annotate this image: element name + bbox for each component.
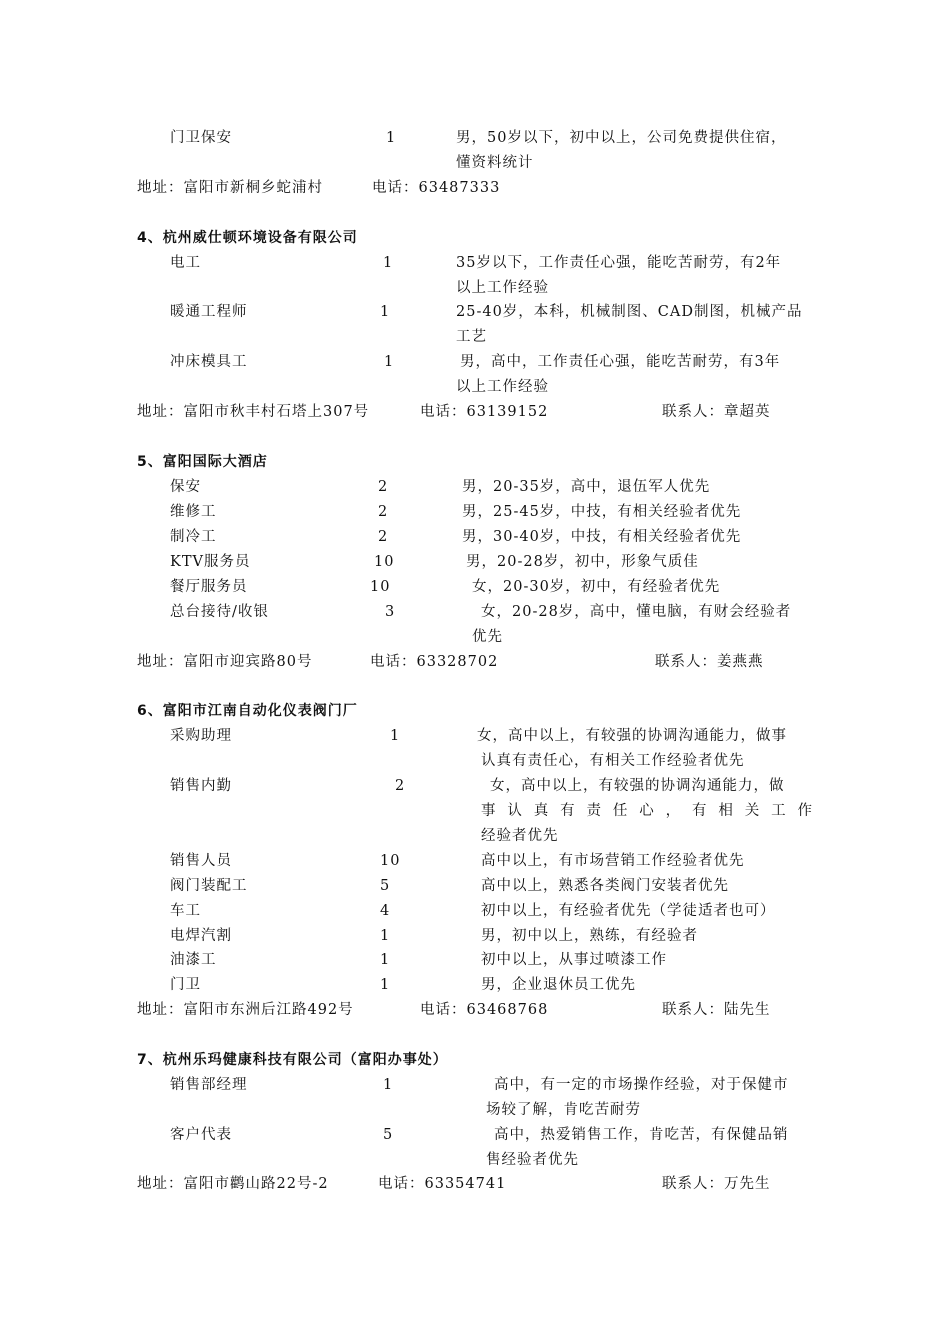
job-count: 1 bbox=[380, 304, 391, 320]
job-requirement: 男，企业退休员工优先 bbox=[481, 977, 636, 993]
company-address: 地址：富阳市鹳山路22号-2 bbox=[137, 1176, 329, 1192]
job-title: 制冷工 bbox=[170, 529, 217, 545]
job-count: 2 bbox=[378, 504, 389, 520]
job-count: 2 bbox=[395, 778, 406, 794]
job-requirement-cont: 售经验者优先 bbox=[486, 1152, 579, 1168]
job-requirement: 女，高中以上，有较强的协调沟通能力，做事 bbox=[477, 728, 787, 744]
job-title: 门卫保安 bbox=[170, 130, 232, 146]
job-count: 2 bbox=[378, 479, 389, 495]
job-title: 销售内勤 bbox=[170, 778, 232, 794]
job-requirement-cont: 经验者优先 bbox=[481, 828, 559, 844]
job-requirement-cont: 优先 bbox=[472, 629, 503, 645]
company-heading: 6、富阳市江南自动化仪表阀门厂 bbox=[137, 703, 358, 719]
job-count: 2 bbox=[378, 529, 389, 545]
job-requirement-cont: 认真有责任心，有相关工作经验者优先 bbox=[481, 753, 745, 769]
job-title: 暖通工程师 bbox=[170, 304, 248, 320]
job-count: 1 bbox=[386, 130, 397, 146]
job-title: 门卫 bbox=[170, 977, 201, 993]
job-requirement-cont: 工艺 bbox=[456, 329, 487, 345]
job-requirement: 高中，热爱销售工作，肯吃苦，有保健品销 bbox=[494, 1127, 789, 1143]
company-phone: 电话：63354741 bbox=[378, 1176, 507, 1192]
job-requirement-cont: 场较了解，肯吃苦耐劳 bbox=[486, 1102, 641, 1118]
job-title: 客户代表 bbox=[170, 1127, 232, 1143]
job-requirement: 男，25-45岁，中技，有相关经验者优先 bbox=[462, 504, 742, 520]
company-contact: 联系人：姜燕燕 bbox=[655, 654, 764, 670]
job-requirement: 初中以上，从事过喷漆工作 bbox=[481, 952, 667, 968]
job-title: KTV服务员 bbox=[170, 554, 251, 570]
job-title: 餐厅服务员 bbox=[170, 579, 248, 595]
job-requirement: 男，20-35岁，高中，退伍军人优先 bbox=[462, 479, 711, 495]
job-requirement: 男，50岁以下，初中以上，公司免费提供住宿， bbox=[456, 130, 787, 146]
company-contact: 联系人：章超英 bbox=[662, 404, 771, 420]
job-requirement: 高中，有一定的市场操作经验，对于保健市 bbox=[494, 1077, 789, 1093]
job-requirement-cont: 懂资料统计 bbox=[456, 155, 534, 171]
job-count: 4 bbox=[380, 903, 391, 919]
job-title: 电工 bbox=[170, 255, 201, 271]
job-requirement: 男，20-28岁，初中，形象气质佳 bbox=[466, 554, 699, 570]
job-title: 采购助理 bbox=[170, 728, 232, 744]
job-count: 1 bbox=[380, 928, 391, 944]
company-heading: 5、富阳国际大酒店 bbox=[137, 454, 268, 470]
job-title: 车工 bbox=[170, 903, 201, 919]
company-address: 地址：富阳市新桐乡蛇浦村 bbox=[137, 180, 323, 196]
job-requirement: 女，20-28岁，高中，懂电脑，有财会经验者 bbox=[481, 604, 792, 620]
job-title: 阀门装配工 bbox=[170, 878, 248, 894]
company-address: 地址：富阳市迎宾路80号 bbox=[137, 654, 313, 670]
job-title: 销售人员 bbox=[170, 853, 232, 869]
job-title: 维修工 bbox=[170, 504, 217, 520]
job-title: 油漆工 bbox=[170, 952, 217, 968]
job-count: 1 bbox=[380, 952, 391, 968]
company-phone: 电话：63468768 bbox=[420, 1002, 549, 1018]
job-count: 1 bbox=[383, 255, 394, 271]
job-count: 10 bbox=[380, 853, 401, 869]
company-address: 地址：富阳市秋丰村石塔上307号 bbox=[137, 404, 370, 420]
job-count: 1 bbox=[380, 977, 391, 993]
job-count: 3 bbox=[385, 604, 396, 620]
company-phone: 电话：63328702 bbox=[370, 654, 499, 670]
job-requirement: 高中以上，有市场营销工作经验者优先 bbox=[481, 853, 745, 869]
company-phone: 电话：63139152 bbox=[420, 404, 549, 420]
job-count: 1 bbox=[384, 354, 395, 370]
job-title: 冲床模具工 bbox=[170, 354, 248, 370]
job-count: 10 bbox=[374, 554, 395, 570]
company-address: 地址：富阳市东洲后江路492号 bbox=[137, 1002, 354, 1018]
company-contact: 联系人：万先生 bbox=[662, 1176, 771, 1192]
job-title: 销售部经理 bbox=[170, 1077, 248, 1093]
job-count: 1 bbox=[390, 728, 401, 744]
job-count: 1 bbox=[383, 1077, 394, 1093]
job-requirement-cont: 以上工作经验 bbox=[456, 379, 549, 395]
job-requirement: 25-40岁，本科，机械制图、CAD制图，机械产品 bbox=[456, 304, 803, 320]
job-count: 5 bbox=[380, 878, 391, 894]
job-requirement: 女，20-30岁，初中，有经验者优先 bbox=[472, 579, 721, 595]
job-requirement: 35岁以下，工作责任心强，能吃苦耐劳，有2年 bbox=[456, 255, 782, 271]
job-requirement: 男，30-40岁，中技，有相关经验者优先 bbox=[462, 529, 742, 545]
job-count: 5 bbox=[383, 1127, 394, 1143]
job-requirement-cont: 以上工作经验 bbox=[456, 280, 549, 296]
job-title: 总台接待/收银 bbox=[170, 604, 269, 620]
job-requirement: 女，高中以上，有较强的协调沟通能力，做 bbox=[490, 778, 785, 794]
job-requirement: 男，高中，工作责任心强，能吃苦耐劳，有3年 bbox=[460, 354, 781, 370]
job-requirement: 高中以上，熟悉各类阀门安装者优先 bbox=[481, 878, 729, 894]
company-heading: 4、杭州威仕顿环境设备有限公司 bbox=[137, 230, 358, 246]
company-phone: 电话：63487333 bbox=[372, 180, 501, 196]
job-requirement-justified: 事 认 真 有 责 任 心 ， 有 相 关 工 作 bbox=[481, 803, 813, 819]
company-contact: 联系人：陆先生 bbox=[662, 1002, 771, 1018]
job-count: 10 bbox=[370, 579, 391, 595]
job-requirement: 初中以上，有经验者优先（学徒适者也可） bbox=[481, 903, 776, 919]
job-title: 电焊汽割 bbox=[170, 928, 232, 944]
job-requirement: 男，初中以上，熟练，有经验者 bbox=[481, 928, 698, 944]
job-title: 保安 bbox=[170, 479, 201, 495]
company-heading: 7、杭州乐玛健康科技有限公司（富阳办事处） bbox=[137, 1052, 448, 1068]
